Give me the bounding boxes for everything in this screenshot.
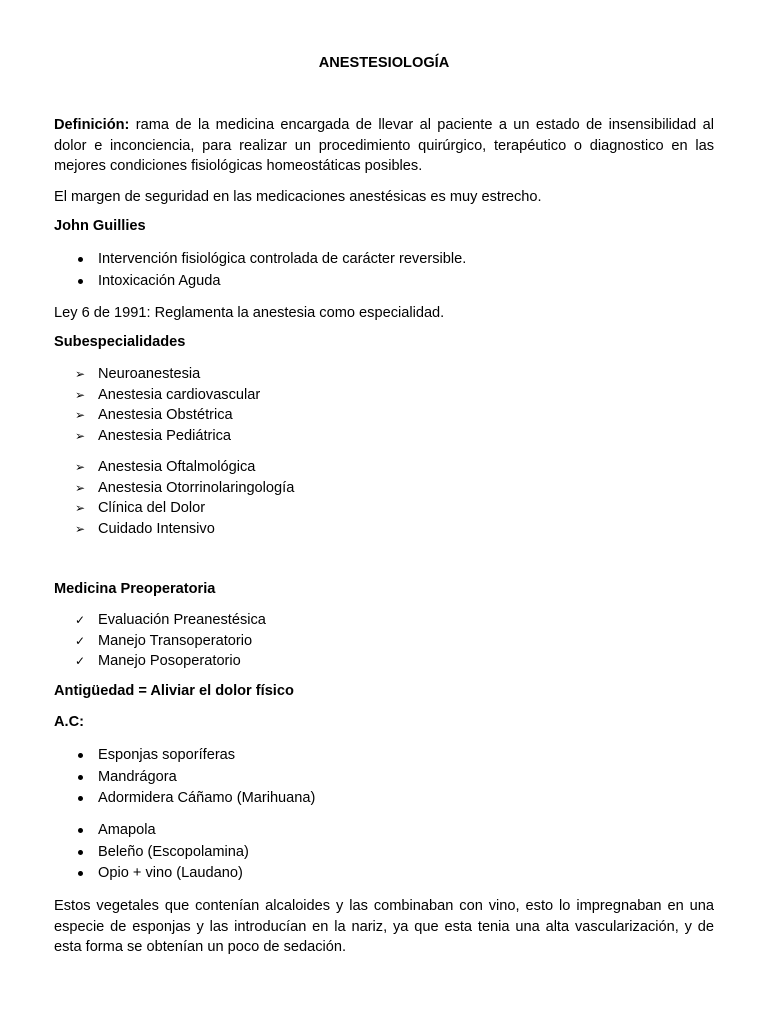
subspecialties-heading: Subespecialidades (54, 334, 186, 350)
bullet-icon (75, 767, 87, 787)
list-item: Esponjas soporíferas (54, 745, 694, 767)
list-item: Intoxicación Aguda (54, 271, 694, 292)
list-item: ➢ Anestesia Obstétrica (54, 405, 694, 426)
antiquity-heading: Antigüedad = Aliviar el dolor físico (54, 683, 294, 699)
bullet-icon (75, 863, 87, 883)
definition-paragraph (54, 115, 714, 177)
check-icon: ✓ (75, 613, 86, 627)
preop-list (54, 610, 694, 672)
arrow-bullet-icon: ➢ (75, 387, 86, 402)
list-item: Opio + vino (Laudano) (54, 863, 694, 885)
list-item: ➢ Anestesia Pediátrica (54, 426, 694, 447)
bullet-icon (75, 820, 87, 840)
list-item: ✓ Manejo Posoperatorio (54, 651, 694, 672)
law-text: Ley 6 de 1991: Reglamenta la anestesia como especialidad. (54, 305, 445, 321)
definition-label: Definición: (54, 117, 130, 133)
arrow-bullet-icon: ➢ (75, 367, 86, 381)
page-title: ANESTESIOLOGÍA (318, 55, 450, 71)
list-item: ➢ Cuidado Intensivo (54, 519, 694, 540)
ac-list-2 (54, 820, 694, 885)
list-item: ➢ Neuroanestesia (54, 364, 694, 385)
preop-heading: Medicina Preoperatoria (54, 581, 216, 597)
closing-paragraph: Estos vegetales que contenían alcaloides y las combinaban con vino, esto lo impregnaban en una especie de esponjas y las introducían en la nariz, ya que esta tenia una alta vascularización, y de esta forma se obtenían un poco de sedación. (54, 898, 714, 955)
bullet-icon (75, 271, 87, 291)
arrow-bullet-icon: ➢ (75, 428, 86, 443)
subspecialties-list-1 (54, 364, 694, 446)
safety-margin-text: El margen de seguridad en las medicaciones anestésicas es muy estrecho. (54, 189, 542, 205)
arrow-bullet-icon: ➢ (75, 521, 86, 536)
definition-text: rama de la medicina encargada de llevar al paciente a un estado de insensibilidad al dolor e inconciencia, para realizar un procedimiento quirúrgico, terapéutico o diagnostico en las mejores condiciones fisiológicas homeostáticas posibles. (54, 117, 714, 174)
list-item: Beleño (Escopolamina) (54, 842, 694, 864)
bullet-icon (75, 842, 87, 862)
list-item: ➢ Anestesia Otorrinolaringología (54, 478, 694, 499)
list-item: ➢ Anestesia Oftalmológica (54, 457, 694, 478)
bullet-icon (75, 745, 87, 765)
arrow-bullet-icon: ➢ (75, 460, 86, 474)
list-item: Intervención fisiológica controlada de carácter reversible. (54, 249, 694, 270)
ac-list-1 (54, 745, 694, 810)
bullet-icon (75, 249, 87, 269)
list-item: Mandrágora (54, 767, 694, 789)
arrow-bullet-icon: ➢ (75, 480, 86, 495)
list-item: Amapola (54, 820, 694, 842)
subspecialties-list-2 (54, 457, 694, 539)
ac-heading: A.C: (54, 714, 84, 730)
check-icon: ✓ (75, 633, 86, 648)
john-guillies-heading: John Guillies (54, 218, 146, 234)
arrow-bullet-icon: ➢ (75, 408, 86, 423)
arrow-bullet-icon: ➢ (75, 501, 86, 516)
list-item: Adormidera Cáñamo (Marihuana) (54, 788, 694, 810)
list-item: ✓ Evaluación Preanestésica (54, 610, 694, 631)
list-item: ➢ Clínica del Dolor (54, 498, 694, 519)
john-guillies-list (54, 249, 694, 292)
list-item: ✓ Manejo Transoperatorio (54, 631, 694, 652)
bullet-icon (75, 788, 87, 808)
check-icon: ✓ (75, 654, 86, 669)
list-item: ➢ Anestesia cardiovascular (54, 385, 694, 406)
